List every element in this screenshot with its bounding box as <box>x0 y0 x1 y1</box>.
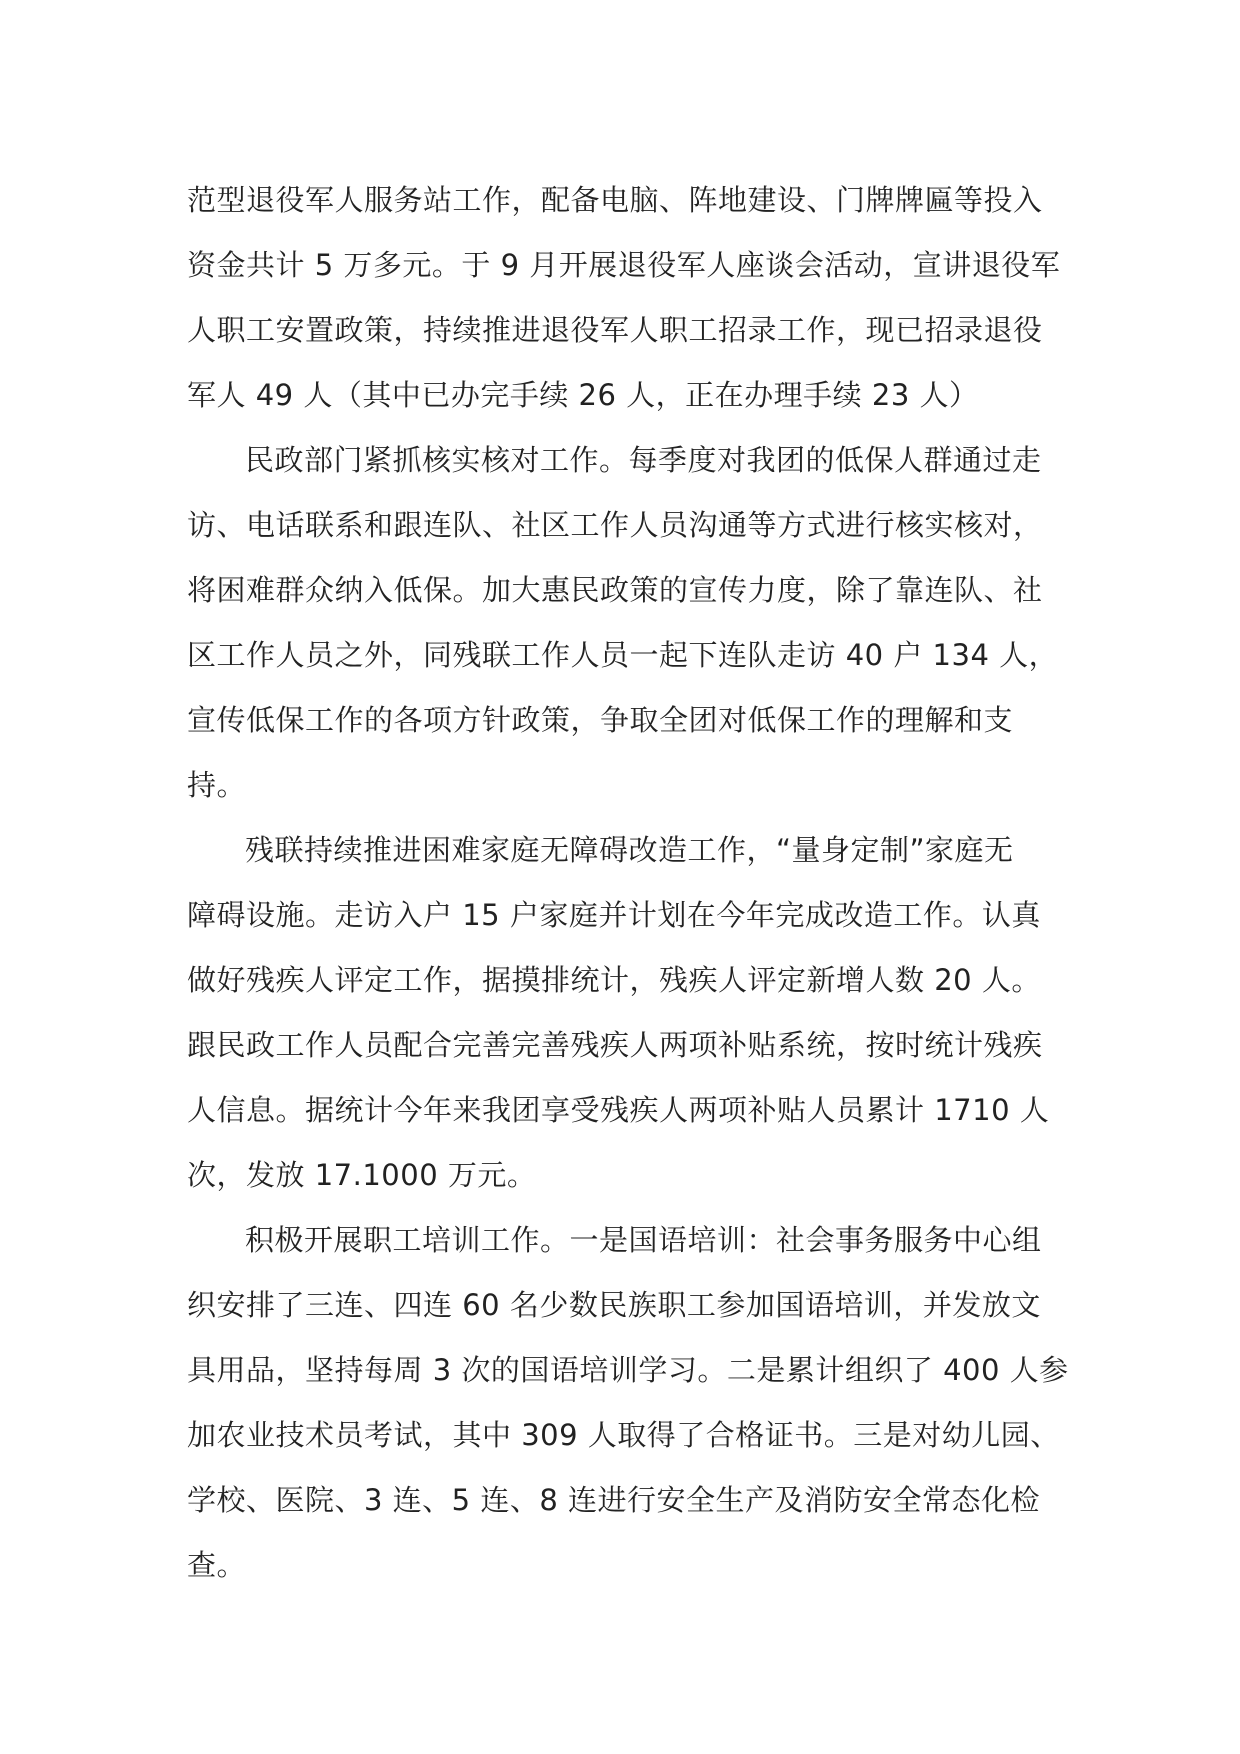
text-line: 具用品，坚持每周 3 次的国语培训学习。二是累计组织了 400 人参 <box>187 1353 1069 1387</box>
text-line: 查。 <box>187 1548 247 1582</box>
text-line: 军人 49 人（其中已办完手续 26 人，正在办理手续 23 人） <box>187 378 979 412</box>
text-line: 学校、医院、3 连、5 连、8 连进行安全生产及消防安全常态化检 <box>187 1483 1041 1517</box>
text-line: 人职工安置政策，持续推进退役军人职工招录工作，现已招录退役 <box>187 313 1043 347</box>
text-line: 范型退役军人服务站工作，配备电脑、阵地建设、门牌牌匾等投入 <box>187 183 1043 217</box>
text-line: 区工作人员之外，同残联工作人员一起下连队走访 40 户 134 人， <box>187 638 1059 672</box>
paragraph-veterans-service <box>187 168 1061 428</box>
text-line: 加农业技术员考试，其中 309 人取得了合格证书。三是对幼儿园、 <box>187 1418 1060 1452</box>
text-line: 次，发放 17.1000 万元。 <box>187 1158 537 1192</box>
text-line: 访、电话联系和跟连队、社区工作人员沟通等方式进行核实核对， <box>187 508 1043 542</box>
text-line: 持。 <box>187 768 247 802</box>
text-line: 做好残疾人评定工作，据摸排统计，残疾人评定新增人数 20 人。 <box>187 963 1041 997</box>
paragraph-disabled-federation <box>187 818 1057 1208</box>
text-line: 积极开展职工培训工作。一是国语培训：社会事务服务中心组 <box>245 1223 1042 1257</box>
text-line: 障碍设施。走访入户 15 户家庭并计划在今年完成改造工作。认真 <box>187 898 1041 932</box>
text-line: 跟民政工作人员配合完善完善残疾人两项补贴系统，按时统计残疾 <box>187 1028 1043 1062</box>
document-page <box>187 168 1069 1598</box>
text-line: 民政部门紧抓核实核对工作。每季度对我团的低保人群通过走 <box>245 443 1042 477</box>
text-line: 织安排了三连、四连 60 名少数民族职工参加国语培训，并发放文 <box>187 1288 1041 1322</box>
text-line: 宣传低保工作的各项方针政策，争取全团对低保工作的理解和支 <box>187 703 1014 737</box>
text-line: 残联持续推进困难家庭无障碍改造工作，“量身定制”家庭无 <box>245 833 1014 867</box>
paragraph-staff-training <box>187 1208 1069 1598</box>
text-line: 资金共计 5 万多元。于 9 月开展退役军人座谈会活动，宣讲退役军 <box>187 248 1061 282</box>
paragraph-civil-affairs <box>187 428 1057 818</box>
text-line: 人信息。据统计今年来我团享受残疾人两项补贴人员累计 1710 人 <box>187 1093 1050 1127</box>
text-line: 将困难群众纳入低保。加大惠民政策的宣传力度，除了靠连队、社 <box>187 573 1043 607</box>
